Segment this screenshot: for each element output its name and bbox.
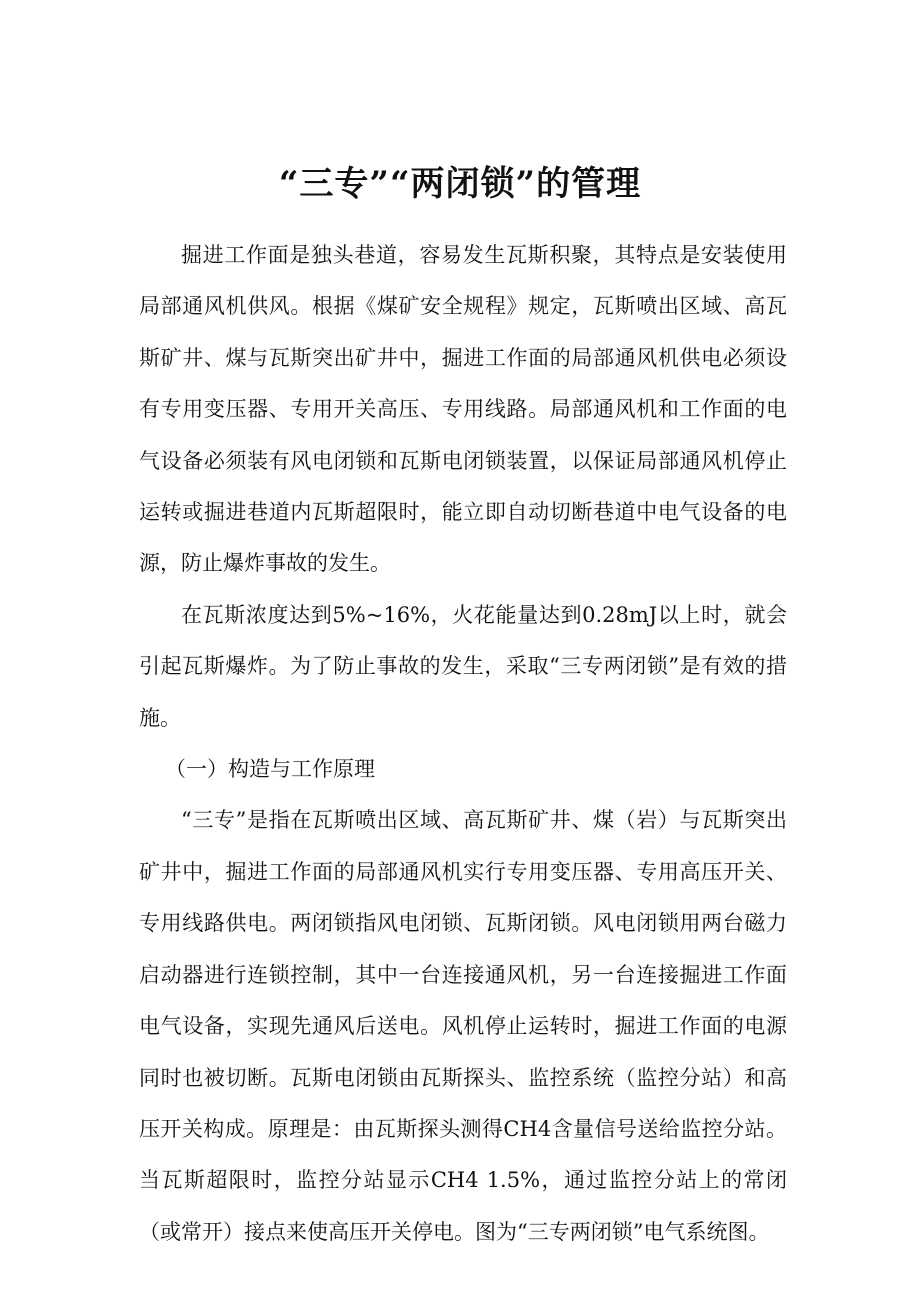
paragraph-intro: 掘进工作面是独头巷道，容易发生瓦斯积聚，其特点是安装使用局部通风机供风。根据《煤矿安全规程》规定，瓦斯喷出区域、高瓦斯矿井、煤与瓦斯突出矿井中，掘进工作面的局部通风机供电必须设有专用变压器、专用开关高压、专用线路。局部通风机和工作面的电气设备必须装有风电闭锁和瓦斯电闭锁装置，以保证局部通风机停止运转或掘进巷道内瓦斯超限时，能立即自动切断巷道中电气设备的电源，防止爆炸事故的发生。 xyxy=(139,243,787,576)
document-title: “三专”“两闭锁”的管理 xyxy=(278,164,642,204)
paragraph-explosion-conditions: 在瓦斯浓度达到5%~16%，火花能量达到0.28mJ以上时，就会引起瓦斯爆炸。为了防止事故的发生，采取“三专两闭锁”是有效的措施。 xyxy=(139,602,787,730)
paragraph-structure-principle: “三专”是指在瓦斯喷出区域、高瓦斯矿井、煤（岩）与瓦斯突出矿井中，掘进工作面的局部通风机实行专用变压器、专用高压开关、专用线路供电。两闭锁指风电闭锁、瓦斯闭锁。风电闭锁用两台磁力启动器进行连锁控制，其中一台连接通风机，另一台连接掘进工作面电气设备，实现先通风后送电。风机停止运转时，掘进工作面的电源同时也被切断。瓦斯电闭锁由瓦斯探头、监控系统（监控分站）和高压开关构成。原理是：由瓦斯探头测得CH4含量信号送给监控分站。当瓦斯超限时，监控分站显示CH4 1.5%，通过监控分站上的常闭（或常开）接点来使高压开关停电。图为“三专两闭锁”电气系统图。 xyxy=(139,808,787,1244)
document-body xyxy=(139,230,787,1258)
section-heading: （一）构造与工作原理 xyxy=(165,757,375,782)
